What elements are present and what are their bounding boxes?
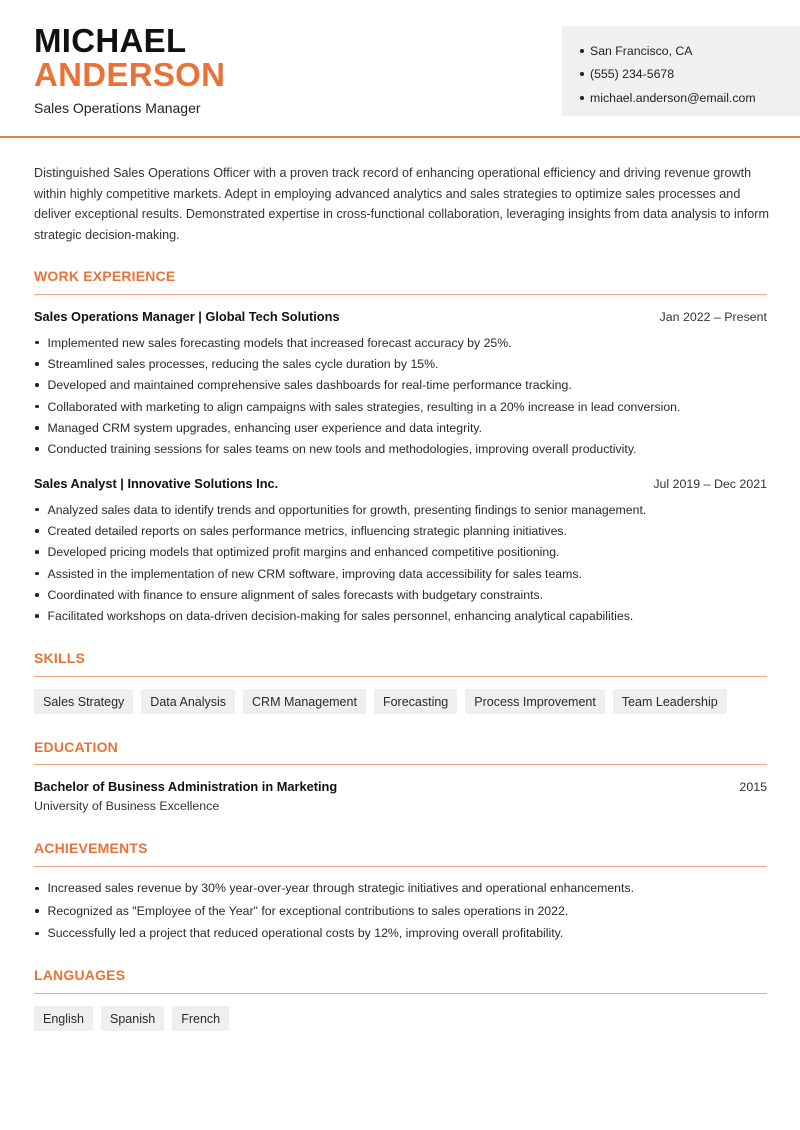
job-role: Sales Operations Manager | Global Tech Solutions xyxy=(34,309,340,324)
bullet-icon xyxy=(580,49,584,53)
bullet-text: Collaborated with marketing to align campaigns with sales strategies, resulting in a 20% increase in lead conversion. xyxy=(47,399,681,414)
list-item xyxy=(34,520,774,541)
section-divider xyxy=(34,764,767,765)
bullet-icon xyxy=(580,72,584,76)
contact-location xyxy=(580,39,800,63)
list-item xyxy=(34,563,774,584)
education-heading: EDUCATION xyxy=(34,739,118,755)
list-item xyxy=(34,877,774,900)
bullet-text: Increased sales revenue by 30% year-over-year through strategic initiatives and operational enhancements. xyxy=(47,881,634,896)
bullet-icon xyxy=(35,362,39,366)
education-header xyxy=(34,779,767,794)
bullet-icon xyxy=(35,932,39,936)
skills-heading: SKILLS xyxy=(34,650,85,666)
bullet-text: Streamlined sales processes, reducing the sales cycle duration by 15%. xyxy=(47,356,439,371)
contact-email-text: michael.anderson@email.com xyxy=(590,90,756,105)
job-dates: Jan 2022 – Present xyxy=(659,310,767,324)
language-chip: French xyxy=(172,1006,229,1031)
skill-chip: Process Improvement xyxy=(465,689,605,714)
bullet-icon xyxy=(35,614,39,618)
degree: Bachelor of Business Administration in Marketing xyxy=(34,779,338,794)
skill-chip: Data Analysis xyxy=(141,689,235,714)
job-dates: Jul 2019 – Dec 2021 xyxy=(653,477,767,491)
bullet-icon xyxy=(35,572,39,576)
bullet-text: Analyzed sales data to identify trends and opportunities for growth, presenting findings to senior management. xyxy=(47,502,647,517)
list-item xyxy=(34,332,774,353)
contact-email xyxy=(580,86,800,110)
job-header xyxy=(34,309,767,324)
contact-box xyxy=(562,26,800,116)
language-chip: English xyxy=(34,1006,93,1031)
achievements-heading: ACHIEVEMENTS xyxy=(34,840,148,856)
bullet-icon xyxy=(35,341,39,345)
contact-location-text: San Francisco, CA xyxy=(590,43,693,58)
last-name: ANDERSON xyxy=(34,56,226,93)
list-item xyxy=(34,900,774,923)
languages-heading: LANGUAGES xyxy=(34,967,126,983)
bullet-text: Coordinated with finance to ensure alignment of sales forecasts with budgetary constraints. xyxy=(47,587,544,602)
bullet-text: Successfully led a project that reduced operational costs by 12%, improving overall profitability. xyxy=(47,926,564,941)
bullet-text: Conducted training sessions for sales teams on new tools and methodologies, improving overall productivity. xyxy=(47,442,637,457)
section-divider xyxy=(34,993,767,994)
list-item xyxy=(34,396,774,417)
school-name: University of Business Excellence xyxy=(34,799,220,813)
profile-summary: Distinguished Sales Operations Officer with a proven track record of enhancing operational efficiency and driving revenue growth within highly competitive markets. Adept in employing advanced analytics and sales strategies to optimize sales processes and deliver exceptional results. Demonstrated expertise in cross-functional collaboration, leveraging insights from data analysis to inform strategic decision-making. xyxy=(34,166,769,242)
list-item xyxy=(34,353,774,374)
skill-chip: Sales Strategy xyxy=(34,689,133,714)
skill-chip: Team Leadership xyxy=(613,689,727,714)
bullet-text: Recognized as "Employee of the Year" for exceptional contributions to sales operations in 2022. xyxy=(47,903,569,918)
section-divider xyxy=(34,676,767,677)
bullet-icon xyxy=(35,426,39,430)
bullet-icon xyxy=(35,508,39,512)
first-name: MICHAEL xyxy=(34,22,187,59)
contact-phone-text: (555) 234-5678 xyxy=(590,67,675,82)
graduation-year: 2015 xyxy=(739,780,767,794)
list-item xyxy=(34,584,774,605)
achievements-list xyxy=(34,877,774,945)
bullet-icon xyxy=(35,529,39,533)
resume-header xyxy=(0,0,800,138)
bullet-icon xyxy=(35,447,39,451)
bullet-text: Implemented new sales forecasting models that increased forecast accuracy by 25%. xyxy=(47,335,512,350)
skill-chip: CRM Management xyxy=(243,689,366,714)
job-bullets xyxy=(34,499,774,627)
languages-list xyxy=(34,1006,229,1031)
bullet-text: Facilitated workshops on data-driven decision-making for sales personnel, enhancing analytical capabilities. xyxy=(47,609,634,624)
bullet-text: Managed CRM system upgrades, enhancing user experience and data integrity. xyxy=(47,420,483,435)
list-item xyxy=(34,542,774,563)
job-bullets xyxy=(34,332,774,460)
list-item xyxy=(34,438,774,459)
list-item xyxy=(34,499,774,520)
bullet-icon xyxy=(35,405,39,409)
skill-chip: Forecasting xyxy=(374,689,457,714)
bullet-text: Developed and maintained comprehensive sales dashboards for real-time performance tracking. xyxy=(47,378,572,393)
section-divider xyxy=(34,866,767,867)
section-divider xyxy=(34,294,767,295)
job-role: Sales Analyst | Innovative Solutions Inc. xyxy=(34,476,279,491)
bullet-icon xyxy=(35,550,39,554)
list-item xyxy=(34,605,774,626)
work-experience-heading: WORK EXPERIENCE xyxy=(34,268,176,284)
language-chip: Spanish xyxy=(101,1006,164,1031)
list-item xyxy=(34,417,774,438)
bullet-icon xyxy=(35,887,39,891)
contact-phone xyxy=(580,63,800,87)
bullet-icon xyxy=(35,909,39,913)
bullet-text: Assisted in the implementation of new CRM software, improving data accessibility for sales teams. xyxy=(47,566,582,581)
bullet-icon xyxy=(35,383,39,387)
headline-title: Sales Operations Manager xyxy=(34,100,201,116)
list-item xyxy=(34,922,774,945)
bullet-icon xyxy=(580,96,584,100)
job-header xyxy=(34,476,767,491)
bullet-icon xyxy=(35,593,39,597)
bullet-text: Created detailed reports on sales performance metrics, influencing strategic planning initiatives. xyxy=(47,523,567,538)
list-item xyxy=(34,375,774,396)
bullet-text: Developed pricing models that optimized profit margins and enhanced competitive positioning. xyxy=(47,545,560,560)
skills-list xyxy=(34,689,727,714)
